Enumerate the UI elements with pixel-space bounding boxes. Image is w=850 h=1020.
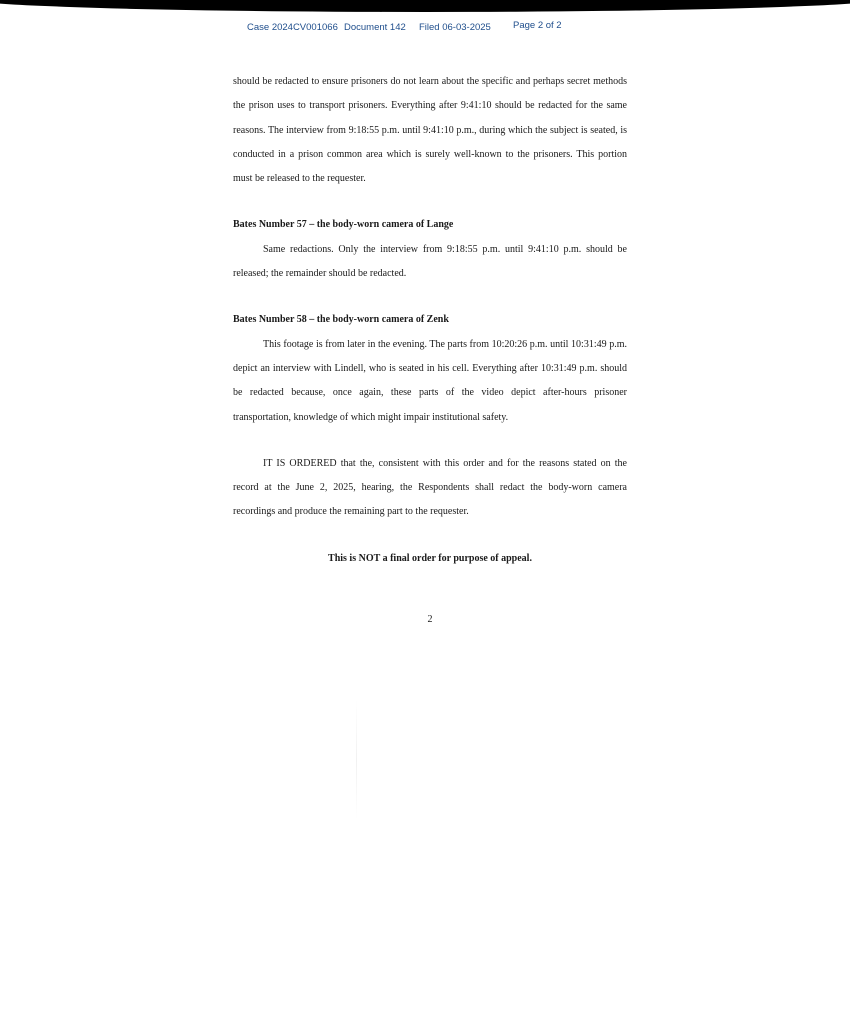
section-text-bates-58: This footage is from later in the evening. The parts from 10:20:26 p.m. until 10:31:49 p.m. depict an interview with Lindell, who is seated in his cell. Everything after 10:31:49 p.m. should be redacted because, once again, these parts of the video depict after-hours prisoner transportation, knowledge of which might impair institutional safety. (233, 338, 627, 423)
document-number: Document 142 (344, 22, 406, 33)
final-order-note: This is NOT a final order for purpose of appeal. (328, 552, 532, 564)
page-indicator: Page 2 of 2 (513, 20, 562, 31)
spacer (233, 286, 627, 308)
spacer (233, 525, 627, 547)
paper-fold-mark (356, 700, 357, 820)
scan-edge-shadow (0, 0, 850, 12)
spacer (233, 191, 627, 213)
continuation-paragraph: should be redacted to ensure prisoners do not learn about the specific and perhaps secret methods the prison uses to transport prisoners. Everything after 9:41:10 should be redacted for the same reasons. The interview from 9:18:55 p.m. until 9:41:10 p.m., during which the subject is seated, is conducted in a prison common area which is surely well-known to the prisoners. This portion must be released to the requester. (233, 76, 627, 185)
order-paragraph: IT IS ORDERED that the, consistent with this order and for the reasons stated on the record at the June 2, 2025, hearing, the Respondents shall redact the body-worn camera recordings and produce the remaining part to the requester. (233, 457, 627, 518)
spacer (233, 430, 627, 452)
court-filing-header (0, 20, 850, 36)
filed-date: Filed 06-03-2025 (419, 22, 491, 33)
section-heading-bates-57: Bates Number 57 – the body-worn camera of Lange (233, 219, 454, 231)
page-number: 2 (427, 614, 433, 625)
section-heading-bates-58: Bates Number 58 – the body-worn camera of Zenk (233, 314, 449, 326)
scan-edge (0, 0, 850, 14)
case-number: Case 2024CV001066 (247, 22, 338, 33)
document-body (233, 70, 627, 571)
section-text-bates-57: Same redactions. Only the interview from 9:18:55 p.m. until 9:41:10 p.m. should be released; the remainder should be redacted. (233, 243, 627, 280)
